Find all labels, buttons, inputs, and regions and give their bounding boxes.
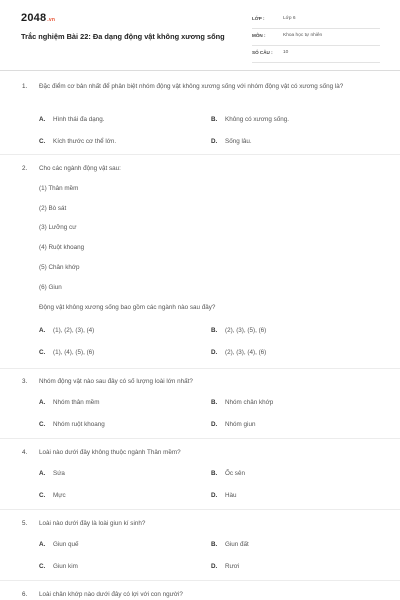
info-label: LỚP : xyxy=(252,16,265,21)
option-letter: C. xyxy=(39,349,46,356)
option-letter: B. xyxy=(211,399,218,406)
question-text: Nhóm động vật nào sau đây có số lượng loài lớn nhất? xyxy=(39,378,193,385)
info-value: Lớp 6 xyxy=(283,16,296,21)
info-row-count xyxy=(252,46,380,63)
answer-option-d[interactable] xyxy=(211,421,255,428)
answer-option-d[interactable] xyxy=(211,492,237,499)
statement-line: (1) Thân mềm xyxy=(39,185,79,192)
option-letter: C. xyxy=(39,421,46,428)
question-divider xyxy=(0,580,400,581)
option-text: (2), (3), (4), (6) xyxy=(225,349,267,356)
answer-option-c[interactable] xyxy=(39,421,105,428)
statement-line: (5) Chân khớp xyxy=(39,264,80,271)
answer-option-d[interactable] xyxy=(211,563,239,570)
answer-option-d[interactable] xyxy=(211,349,266,356)
question-divider xyxy=(0,368,400,369)
option-text: (1), (2), (3), (4) xyxy=(53,327,95,334)
question-number: 5. xyxy=(22,520,28,527)
question-text: Loài nào dưới đây không thuộc ngành Thân mềm? xyxy=(39,449,181,456)
answer-option-b[interactable] xyxy=(211,327,266,334)
header-divider xyxy=(0,70,400,71)
option-letter: D. xyxy=(211,421,218,428)
info-value: 10 xyxy=(283,50,289,55)
option-letter: B. xyxy=(211,327,218,334)
info-label: MÔN : xyxy=(252,33,266,38)
page-title: Trắc nghiệm Bài 22: Đa dạng động vật không xương sống xyxy=(21,32,225,41)
statement-line: (3) Lưỡng cư xyxy=(39,224,77,231)
option-text: (1), (4), (5), (6) xyxy=(53,349,95,356)
answer-option-a[interactable] xyxy=(39,541,79,548)
option-text: Sứa xyxy=(53,470,65,477)
answer-option-c[interactable] xyxy=(39,563,78,570)
option-text: Nhóm giun xyxy=(225,421,256,428)
option-text: (2), (3), (5), (6) xyxy=(225,327,267,334)
answer-option-a[interactable] xyxy=(39,399,100,406)
statement-line: (6) Giun xyxy=(39,284,62,291)
option-letter: A. xyxy=(39,541,46,548)
option-text: Nhóm thân mềm xyxy=(53,399,100,406)
option-letter: A. xyxy=(39,116,46,123)
option-text: Ốc sên xyxy=(225,470,245,477)
answer-option-b[interactable] xyxy=(211,541,249,548)
option-letter: A. xyxy=(39,327,46,334)
option-letter: C. xyxy=(39,563,46,570)
answer-option-a[interactable] xyxy=(39,327,94,334)
page-header xyxy=(0,0,400,72)
option-text: Mực xyxy=(53,492,66,499)
option-text: Nhóm ruột khoang xyxy=(53,421,105,428)
question-number: 4. xyxy=(22,449,28,456)
option-letter: A. xyxy=(39,470,46,477)
question-text: Loài nào dưới đây là loài giun kí sinh? xyxy=(39,520,146,527)
option-text: Rươi xyxy=(225,563,240,570)
answer-option-c[interactable] xyxy=(39,349,94,356)
logo-tld: .vn xyxy=(47,17,56,23)
option-letter: D. xyxy=(211,563,218,570)
option-text: Giun quế xyxy=(53,541,79,548)
question-number: 1. xyxy=(22,83,28,90)
answer-option-c[interactable] xyxy=(39,138,116,145)
option-text: Không có xương sống. xyxy=(225,116,290,123)
option-letter: A. xyxy=(39,399,46,406)
option-letter: B. xyxy=(211,470,218,477)
quiz-info-table xyxy=(252,12,380,63)
answer-option-a[interactable] xyxy=(39,470,65,477)
info-value: Khoa học tự nhiên xyxy=(283,33,323,38)
option-letter: B. xyxy=(211,116,218,123)
answer-option-d[interactable] xyxy=(211,138,252,145)
option-letter: C. xyxy=(39,138,46,145)
site-logo[interactable] xyxy=(21,12,55,24)
option-text: Hàu xyxy=(225,492,237,499)
question-text: Đặc điểm cơ bản nhất để phân biệt nhóm động vật không xương sống với nhóm động vật có xương sống là? xyxy=(39,83,344,90)
option-letter: C. xyxy=(39,492,46,499)
answer-option-b[interactable] xyxy=(211,399,273,406)
question-divider xyxy=(0,509,400,510)
question-followup: Động vật không xương sống bao gồm các ngành nào sau đây? xyxy=(39,304,216,311)
question-divider xyxy=(0,438,400,439)
option-letter: D. xyxy=(211,349,218,356)
info-label: SỐ CÂU : xyxy=(252,50,273,55)
option-text: Giun kim xyxy=(53,563,78,570)
question-divider xyxy=(0,154,400,155)
option-letter: D. xyxy=(211,492,218,499)
option-text: Giun đất xyxy=(225,541,249,548)
question-text: Cho các ngành động vật sau: xyxy=(39,165,121,172)
option-text: Kích thước cơ thể lớn. xyxy=(53,138,117,145)
statement-line: (2) Bò sát xyxy=(39,205,67,212)
answer-option-a[interactable] xyxy=(39,116,104,123)
option-letter: B. xyxy=(211,541,218,548)
option-text: Sống lâu. xyxy=(225,138,252,145)
logo-number: 2048 xyxy=(21,12,47,24)
info-row-class xyxy=(252,12,380,29)
answer-option-b[interactable] xyxy=(211,116,289,123)
question-number: 6. xyxy=(22,591,28,598)
info-row-subject xyxy=(252,29,380,46)
answer-option-c[interactable] xyxy=(39,492,66,499)
option-text: Nhóm chân khớp xyxy=(225,399,274,406)
question-text: Loài chân khớp nào dưới đây có lợi với con người? xyxy=(39,591,183,598)
answer-option-b[interactable] xyxy=(211,470,245,477)
question-number: 3. xyxy=(22,378,28,385)
question-number: 2. xyxy=(22,165,28,172)
statement-line: (4) Ruột khoang xyxy=(39,244,85,251)
option-letter: D. xyxy=(211,138,218,145)
option-text: Hình thái đa dạng. xyxy=(53,116,105,123)
